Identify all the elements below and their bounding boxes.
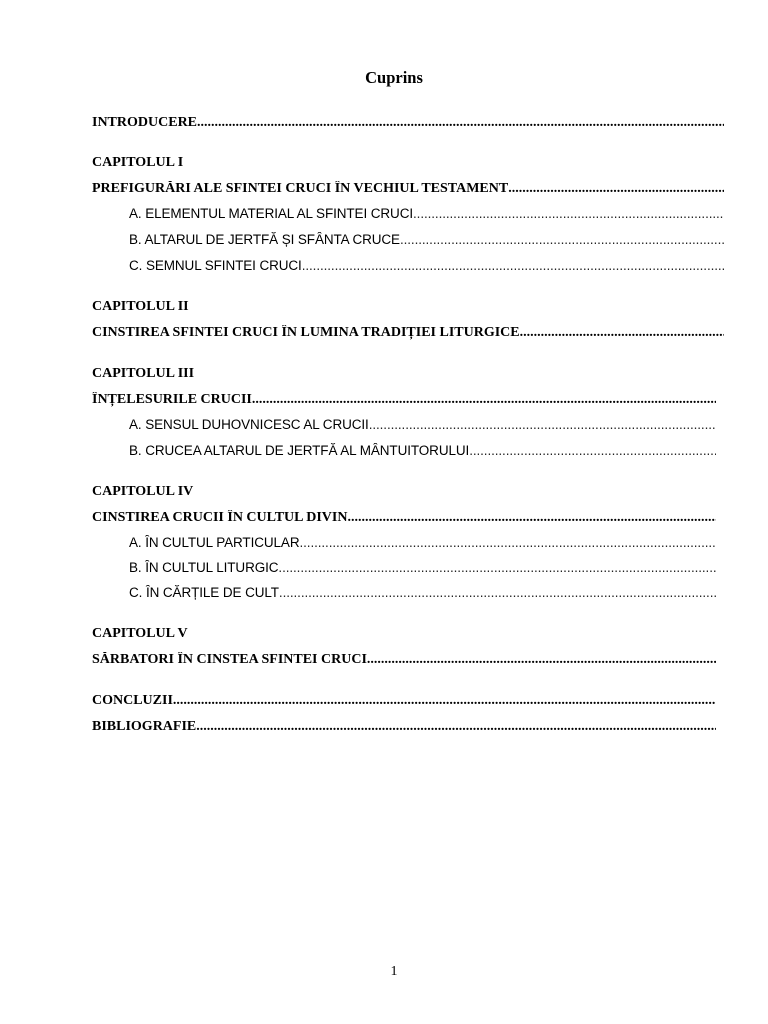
toc-leader-dots	[252, 392, 716, 408]
toc-leader-dots	[300, 535, 717, 550]
toc-entry-chapter-5[interactable]	[92, 652, 716, 672]
toc-entry-label: B. ALTARUL DE JERTFĂ ȘI SFÂNTA CRUCE	[129, 232, 400, 247]
chapter-heading-3: CAPITOLUL III	[92, 366, 195, 381]
toc-entry-concluzii[interactable]	[92, 693, 716, 713]
chapter-heading-1: CAPITOLUL I	[92, 155, 184, 170]
toc-subentry-1b[interactable]	[129, 232, 724, 252]
toc-entry-label: C. ÎN CĂRȚILE DE CULT	[129, 585, 279, 600]
toc-leader-dots	[197, 115, 724, 131]
toc-subentry-4a[interactable]	[129, 535, 716, 555]
page-number: 1	[390, 964, 398, 979]
toc-entry-label: A. ELEMENTUL MATERIAL AL SFINTEI CRUCI	[129, 206, 414, 221]
toc-entry-label: B. ÎN CULTUL LITURGIC	[129, 560, 279, 575]
toc-entry-chapter-2[interactable]	[92, 325, 724, 345]
toc-entry-chapter-4[interactable]	[92, 510, 716, 530]
toc-entry-label: PREFIGURĂRI ALE SFINTEI CRUCI ÎN VECHIUL TESTAMENT	[92, 181, 509, 196]
toc-leader-dots	[302, 258, 724, 273]
toc-leader-dots	[520, 325, 724, 341]
toc-subentry-1a[interactable]	[129, 206, 724, 226]
toc-entry-label: A. ÎN CULTUL PARTICULAR	[129, 535, 300, 550]
chapter-heading-5: CAPITOLUL V	[92, 626, 188, 641]
toc-leader-dots	[508, 181, 724, 197]
toc-leader-dots	[413, 206, 724, 221]
toc-subentry-3a[interactable]	[129, 417, 716, 437]
toc-leader-dots	[278, 560, 716, 575]
toc-subentry-3b[interactable]	[129, 443, 716, 463]
toc-entry-introducere[interactable]	[92, 115, 724, 135]
document-title: Cuprins	[365, 68, 423, 87]
chapter-heading-4: CAPITOLUL IV	[92, 484, 194, 499]
toc-entry-label: CINSTIREA SFINTEI CRUCI ÎN LUMINA TRADIȚIEI LITURGICE	[92, 325, 520, 340]
toc-leader-dots	[173, 693, 716, 709]
toc-entry-label: C. SEMNUL SFINTEI CRUCI	[129, 258, 302, 273]
toc-leader-dots	[400, 232, 724, 247]
toc-leader-dots	[347, 510, 716, 526]
toc-entry-label: CINSTIREA CRUCII ÎN CULTUL DIVIN	[92, 510, 348, 525]
toc-entry-label: SĂRBATORI ÎN CINSTEA SFINTEI CRUCI	[92, 652, 367, 667]
toc-subentry-1c[interactable]	[129, 258, 724, 278]
toc-leader-dots	[367, 652, 716, 668]
toc-leader-dots	[469, 443, 716, 458]
toc-entry-bibliografie[interactable]	[92, 719, 716, 739]
toc-entry-label: BIBLIOGRAFIE	[92, 719, 197, 734]
toc-entry-label: CONCLUZII	[92, 693, 173, 708]
toc-entry-label: B. CRUCEA ALTARUL DE JERTFĂ AL MÂNTUITORULUI	[129, 443, 470, 458]
toc-leader-dots	[279, 585, 716, 600]
toc-entry-chapter-1[interactable]	[92, 181, 724, 201]
toc-entry-label: A. SENSUL DUHOVNICESC AL CRUCII	[129, 417, 369, 432]
toc-entry-label: INTRODUCERE	[92, 115, 198, 130]
toc-entry-label: ÎNȚELESURILE CRUCII	[92, 392, 252, 407]
toc-leader-dots	[369, 417, 716, 432]
chapter-heading-2: CAPITOLUL II	[92, 299, 189, 314]
toc-subentry-4b[interactable]	[129, 560, 716, 580]
toc-leader-dots	[196, 719, 716, 735]
toc-entry-chapter-3[interactable]	[92, 392, 716, 412]
toc-subentry-4c[interactable]	[129, 585, 716, 605]
